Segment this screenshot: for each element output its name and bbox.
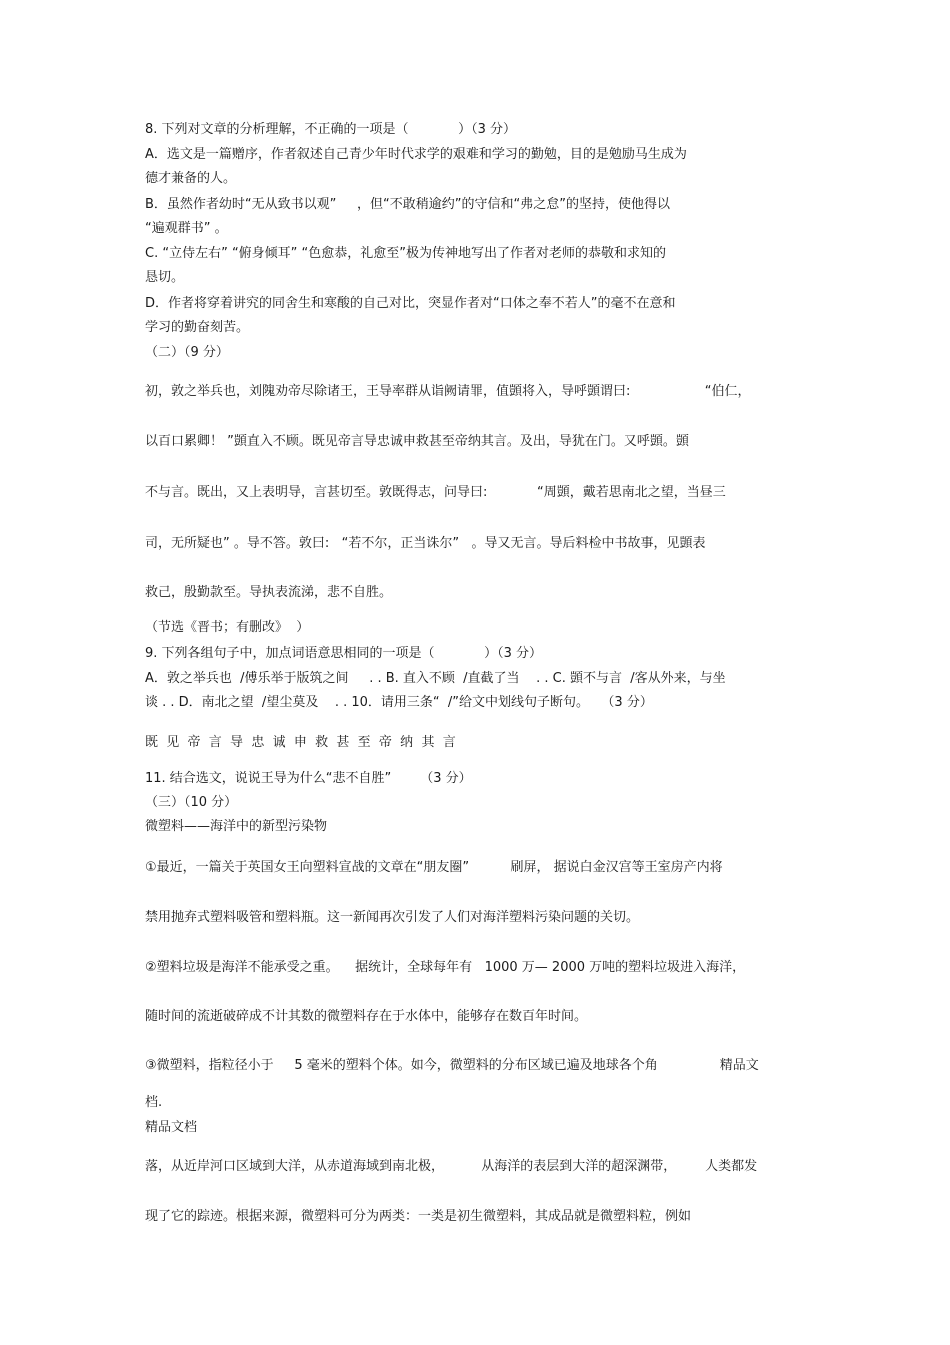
passage-3-line: ②塑料垃圾是海洋不能承受之重。 据统计，全球每年有 1000 万— 2000 万吨的塑料垃圾进入海洋， — [145, 960, 746, 975]
q8-option-d-cont: 学习的勤奋刻苦。 — [145, 320, 250, 335]
q9-stem: 9. 下列各组句子中，加点词语意思相同的一项是（ ）（3 分） — [145, 646, 543, 661]
q8-option-d: D．作者将穿着讲究的同舍生和寒酸的自己对比，突显作者对“口体之奉不若人”的毫不在意和 — [145, 296, 676, 311]
watermark-text: 档. — [145, 1095, 163, 1110]
passage-3-line: ③微塑料，指粒径小于 5 毫米的塑料个体。如今，微塑料的分布区域已遍及地球各个角 精品文 — [145, 1058, 759, 1073]
q10-sentence: 既 见 帝 言 导 忠 诚 申 救 甚 至 帝 纳 其 言 — [145, 735, 456, 750]
section-3-heading: （三）（10 分） — [145, 795, 238, 810]
passage-2-line: 司，无所疑也” 。导不答。敦曰: “若不尔，正当诛尔” 。导又无言。导后料检中书故事，见顗表 — [145, 536, 706, 551]
q9-options-q10: 谈 . . D．南北之望 /望尘莫及 . . 10．请用三条“ /”给文中划线句子断句。 （3 分） — [145, 695, 653, 710]
passage-2-line: 初，敦之举兵也，刘隗劝帝尽除诸王，王导率群从诣阙请罪，值顗将入，导呼顗谓曰: “伯仁， — [145, 384, 751, 399]
passage-2-line: 以百口累卿！ ”顗直入不顾。既见帝言导忠诚申救甚至帝纳其言。及出，导犹在门。又呼顗。顗 — [145, 434, 689, 449]
passage-3-title: 微塑料——海洋中的新型污染物 — [145, 819, 328, 834]
q8-option-a: A．选文是一篇赠序，作者叙述自己青少年时代求学的艰难和学习的勤勉，目的是勉励马生成为 — [145, 147, 687, 162]
q9-options: A．敦之举兵也 /傅乐举于版筑之间 . . B. 直入不顾 /直截了当 . . C. 顗不与言 /客从外来，与坐 — [145, 671, 726, 686]
watermark-text: 精品文档 — [145, 1120, 198, 1135]
passage-3-line: 随时间的流逝破碎成不计其数的微塑料存在于水体中，能够存在数百年时间。 — [145, 1009, 588, 1024]
q8-option-c-cont: 恳切。 — [145, 270, 185, 285]
passage-2-line: 不与言。既出，又上表明导，言甚切至。敦既得志，问导曰: “周顗，戴若思南北之望，当昼三 — [145, 485, 726, 500]
q8-option-b: B．虽然作者幼时“无从致书以观” ，但“不敢稍逾约”的守信和“弗之怠”的坚持，使他得以 — [145, 197, 670, 212]
q11-stem: 11. 结合选文，说说王导为什么“悲不自胜” （3 分） — [145, 771, 472, 786]
q8-stem: 8. 下列对文章的分析理解，不正确的一项是（ ）（3 分） — [145, 122, 517, 137]
q8-option-c: C. “立侍左右” “俯身倾耳” “色愈恭，礼愈至”极为传神地写出了作者对老师的恭敬和求知的 — [145, 246, 667, 261]
passage-3-line: 现了它的踪迹。根据来源，微塑料可分为两类：一类是初生微塑料，其成品就是微塑料粒，例如 — [145, 1209, 692, 1224]
q8-option-b-cont: “遍观群书” 。 — [145, 221, 228, 236]
passage-3-line: ①最近，一篇关于英国女王向塑料宣战的文章在“朋友圈” 刷屏， 据说白金汉宫等王室房产内将 — [145, 860, 723, 875]
section-2-heading: （二）（9 分） — [145, 345, 229, 360]
passage-3-line: 禁用抛弃式塑料吸管和塑料瓶。这一新闻再次引发了人们对海洋塑料污染问题的关切。 — [145, 910, 640, 925]
passage-3-line: 落，从近岸河口区域到大洋，从赤道海域到南北极， 从海洋的表层到大洋的超深渊带， 人类都发 — [145, 1159, 758, 1174]
q8-option-a-cont: 德才兼备的人。 — [145, 171, 237, 186]
passage-2-line: 救己，殷勤款至。导执表流涕，悲不自胜。 — [145, 585, 393, 600]
passage-2-source: （节选《晋书；有删改》 ） — [145, 620, 310, 635]
